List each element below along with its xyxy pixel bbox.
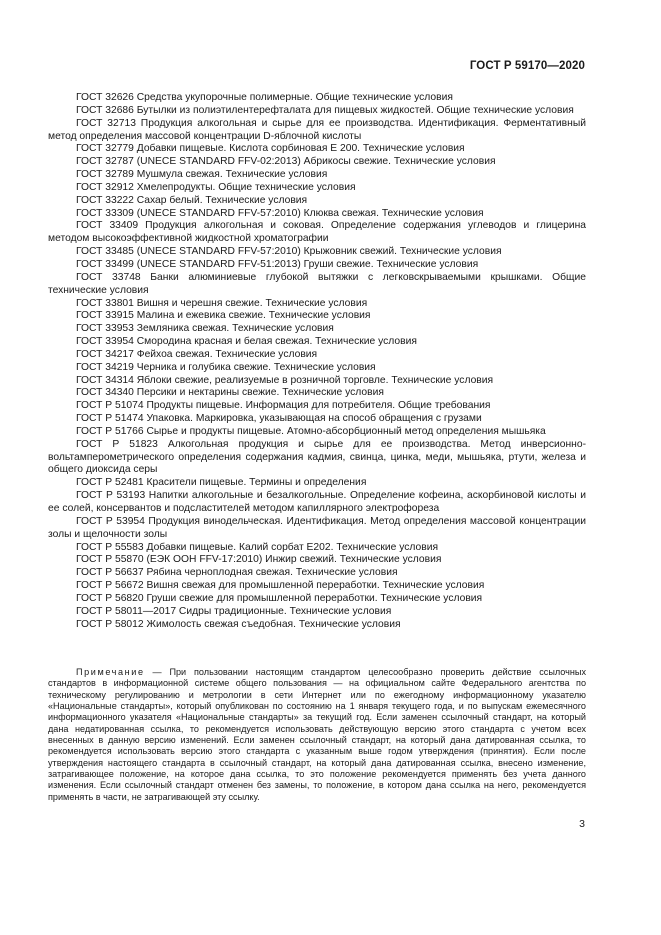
reference-item: ГОСТ 33309 (UNECE STANDARD FFV-57:2010) Клюква свежая. Технические условия: [76, 207, 484, 219]
reference-item: ГОСТ Р 51766 Сырье и продукты пищевые. Атомно-абсорбционный метод определения мышьяка: [76, 425, 546, 437]
reference-item: ГОСТ Р 52481 Красители пищевые. Термины и определения: [76, 477, 367, 489]
reference-item: ГОСТ 32713 Продукция алкогольная и сырье для ее производства. Идентификация. Ферментативный метод определения массовой концентрации D-яблочной кислоты: [48, 117, 586, 142]
reference-item: ГОСТ 33409 Продукция алкогольная и соковая. Определение содержания углеводов и глицерина методом высокоэффективной жидкостной хроматографии: [48, 220, 586, 245]
reference-item: ГОСТ Р 51074 Продукты пищевые. Информация для потребителя. Общие требования: [76, 400, 491, 412]
reference-item: ГОСТ 33954 Смородина красная и белая свежая. Технические условия: [76, 336, 417, 348]
reference-item: ГОСТ 32912 Хмелепродукты. Общие технические условия: [76, 181, 356, 193]
reference-item: ГОСТ 32787 (UNECE STANDARD FFV-02:2013) Абрикосы свежие. Технические условия: [76, 156, 496, 168]
reference-item: ГОСТ 34219 Черника и голубика свежие. Технические условия: [76, 361, 376, 373]
normative-references-list: [48, 92, 586, 631]
reference-item: ГОСТ 34340 Персики и нектарины свежие. Технические условия: [76, 387, 384, 399]
reference-item: ГОСТ Р 56672 Вишня свежая для промышленной переработки. Технические условия: [76, 580, 485, 592]
reference-item: ГОСТ 33801 Вишня и черешня свежие. Технические условия: [76, 297, 368, 309]
note-text: — При пользовании настоящим стандартом целесообразно проверить действие ссылочных стандартов в информационной системе общего пользования — на официальном сайте Федерального агентства по техническому регулированию и метрологии в сети Интернет или по ежегодному информационному указателю «Национальные стандарты», который опубликован по состоянию на 1 января текущего года, и по выпускам ежемесячного информационного указателя «Национальные стандарты» за текущий год. Если заменен ссылочный стандарт, на который дана недатированная ссылка, то рекомендуется использовать действующую версию этого стандарта с учетом всех внесенных в данную версию изменений. Если заменен ссылочный стандарт, на который дана датированная ссылка, то рекомендуется использовать версию этого стандарта с указанным выше годом утверждения (принятия). Если после утверждения настоящего стандарта в ссылочный стандарт, на который дана датированная ссылка, внесено изменение, затрагивающее положение, на которое дана ссылка, то это положение рекомендуется применять без учета данного изменения. Если ссылочный стандарт отменен без замены, то положение, в котором дана ссылка на него, рекомендуется применять в части, не затрагивающей эту ссылку.: [48, 667, 586, 802]
note-paragraph: [48, 667, 586, 803]
reference-item: ГОСТ Р 58011—2017 Сидры традиционные. Технические условия: [76, 605, 392, 617]
reference-item: ГОСТ 34217 Фейхоа свежая. Технические условия: [76, 348, 318, 360]
reference-item: ГОСТ Р 55870 (ЕЭК ООН FFV-17:2010) Инжир свежий. Технические условия: [76, 554, 442, 566]
reference-item: ГОСТ 33222 Сахар белый. Технические условия: [76, 194, 308, 206]
reference-item: ГОСТ Р 56820 Груши свежие для промышленной переработки. Технические условия: [76, 592, 483, 604]
reference-item: ГОСТ Р 55583 Добавки пищевые. Калий сорбат Е202. Технические условия: [76, 541, 439, 553]
reference-item: ГОСТ 32686 Бутылки из полиэтилентерефталата для пищевых жидкостей. Общие технические условия: [76, 104, 574, 116]
note-block: [48, 667, 586, 803]
reference-item: ГОСТ Р 53193 Напитки алкогольные и безалкогольные. Определение кофеина, аскорбиновой кислоты и ее солей, консервантов и подсластителей методом капиллярного электрофореза: [48, 490, 586, 514]
reference-item: ГОСТ Р 51474 Упаковка. Маркировка, указывающая на способ обращения с грузами: [76, 413, 482, 425]
note-label: Примечание: [76, 667, 145, 677]
reference-item: ГОСТ Р 56637 Рябина черноплодная свежая. Технические условия: [76, 567, 398, 579]
reference-item: ГОСТ 33953 Земляника свежая. Технические условия: [76, 323, 334, 335]
standard-header: ГОСТ Р 59170—2020: [469, 60, 585, 72]
reference-item: ГОСТ 32789 Мушмула свежая. Технические условия: [76, 169, 328, 181]
reference-item: ГОСТ 33485 (UNECE STANDARD FFV-57:2010) Крыжовник свежий. Технические условия: [76, 246, 502, 258]
reference-item: ГОСТ 33915 Малина и ежевика свежие. Технические условия: [76, 310, 371, 322]
reference-item: ГОСТ 33748 Банки алюминиевые глубокой вытяжки с легковскрываемыми крышками. Общие технические условия: [48, 271, 586, 296]
reference-item: ГОСТ 32626 Средства укупорочные полимерные. Общие технические условия: [76, 92, 453, 103]
reference-item: ГОСТ 33499 (UNECE STANDARD FFV-51:2013) Груши свежие. Технические условия: [76, 258, 479, 270]
reference-item: ГОСТ Р 51823 Алкогольная продукция и сырье для ее производства. Метод инверсионно-вольтамперометрического определения содержания кадмия, свинца, цинка, меди, мышьяка, ртути, железа и общего диоксида серы: [48, 438, 586, 476]
page-number: 3: [579, 818, 585, 830]
reference-item: ГОСТ Р 58012 Жимолость свежая съедобная. Технические условия: [76, 618, 401, 630]
reference-item: ГОСТ 34314 Яблоки свежие, реализуемые в розничной торговле. Технические условия: [76, 374, 494, 386]
reference-item: ГОСТ Р 53954 Продукция винодельческая. Идентификация. Метод определения массовой концентрации золы и щелочности золы: [48, 515, 586, 540]
reference-item: ГОСТ 32779 Добавки пищевые. Кислота сорбиновая Е 200. Технические условия: [76, 143, 465, 155]
